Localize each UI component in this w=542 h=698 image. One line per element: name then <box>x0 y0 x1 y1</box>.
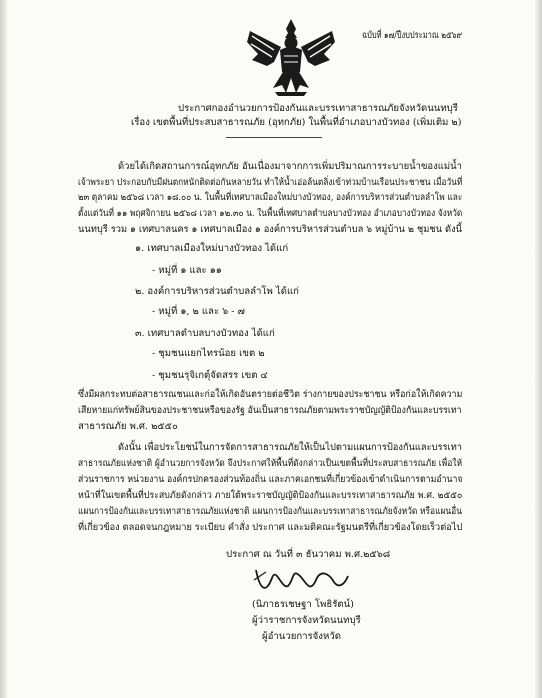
paragraph-1-line: ตั้งแต่วันที่ ๑๑ พฤศจิกายน ๒๕๖๘ เวลา ๑๒.๓๐ น. ในพื้นที่เทศบาลตำบลบางบัวทอง อำเภอบางบัวทอง จังหวัด <box>78 209 463 219</box>
paragraph-2-line: ซึ่งมีผลกระทบต่อสาธารณชนและก่อให้เกิดอันตรายต่อชีวิต ร่างกายของประชาชน หรือก่อให้เกิดความ <box>78 389 463 400</box>
paragraph-3-line: ที่เกี่ยวข้อง ตลอดจนกฎหมาย ระเบียบ คำสั่ง ประกาศ และมติคณะรัฐมนตรีที่เกี่ยวข้องโดยเร็วต่อไป <box>78 522 463 533</box>
affected-area-item: - ชุมชนรุจิเกตุ์จัดสรร เขต ๔ <box>152 370 268 381</box>
paragraph-3-line: แผนการป้องกันและบรรเทาสาธารณภัยแห่งชาติ แผนการป้องกันและบรรเทาสาธารณภัยจังหวัด หรือแผนอื่น <box>78 506 462 517</box>
paragraph-3-line: สาธารณภัยแห่งชาติ ผู้อำนวยการจังหวัด จึงประกาศให้พื้นที่ดังกล่าวเป็นเขตพื้นที่ประสบสาธารณภัย เพื่อให้ <box>78 459 463 469</box>
garuda-emblem <box>244 16 338 100</box>
signer-title: ผู้อำนวยการจังหวัด <box>262 631 341 642</box>
paragraph-1-line: เจ้าพระยา ประกอบกับมีฝนตกหนักติดต่อกันหลายวัน ทำให้น้ำเอ่อล้นตลิ่งเข้าท่วมบ้านเรือนประชาชน เมื่อวันที่ <box>78 177 463 188</box>
affected-area-item: - หมู่ที่ ๑ และ ๑๑ <box>152 265 222 276</box>
announcement-date: ประกาศ ณ วันที่ ๓ ธันวาคม พ.ศ.๒๕๖๘ <box>226 549 391 560</box>
signature <box>252 560 352 598</box>
scan-edge-right <box>535 0 542 698</box>
paragraph-3-line: ดังนั้น เพื่อประโยชน์ในการจัดการสาธารณภัยให้เป็นไปตามแผนการป้องกันและบรรเทา <box>118 442 462 453</box>
paragraph-3-line: หน้าที่ในเขตพื้นที่ประสบภัยดังกล่าว ภายใต้พระราชบัญญัติป้องกันและบรรเทาสาธารณภัย พ.ศ. ๒๕๕๐ <box>78 490 463 501</box>
title-line-1: ประกาศกองอำนวยการป้องกันและบรรเทาสาธารณภัยจังหวัดนนทบุรี <box>178 103 458 114</box>
signer-name: (นิภาธรเชษฐา โพธิรัตน์) <box>252 599 354 610</box>
affected-area-heading: ๓. เทศบาลตำบลบางบัวทอง ได้แก่ <box>135 328 275 339</box>
paragraph-3-line: ส่วนราชการ หน่วยงาน องค์กรปกครองส่วนท้องถิ่น และภาคเอกชนที่เกี่ยวข้องเข้าดำเนินการตามอำนาจ <box>78 474 463 485</box>
paragraph-2-line: เสียหายแก่ทรัพย์สินของประชาชนหรือของรัฐ อันเป็นสาธารณภัยตามพระราชบัญญัติป้องกันและบรรเทา <box>78 405 462 416</box>
paragraph-1-line: ด้วยได้เกิดสถานการณ์อุทกภัย อันเนื่องมาจากการเพิ่มปริมาณการระบายน้ำของแม่น้ำ <box>118 161 462 172</box>
scan-edge-left <box>0 0 7 698</box>
affected-area-heading: ๒. องค์การบริหารส่วนตำบลลำโพ ได้แก่ <box>135 286 299 297</box>
affected-area-heading: ๑. เทศบาลเมืองใหม่บางบัวทอง ได้แก่ <box>135 243 289 254</box>
paragraph-1-line: นนทบุรี รวม ๑ เทศบาลนคร ๑ เทศบาลเมือง ๑ องค์การบริหารส่วนตำบล ๖ หมู่บ้าน ๒ ชุมชน ดังนี้ <box>78 224 462 235</box>
signer-title: ผู้ว่าราชการจังหวัดนนทบุรี <box>252 615 361 626</box>
affected-area-item: - ชุมชนแยกไทรน้อย เขต ๒ <box>152 348 265 359</box>
title-divider <box>226 137 322 138</box>
paragraph-1-line: ๒๓ ตุลาคม ๒๕๖๘ เวลา ๑๘.๐๐ น. ในพื้นที่เทศบาลเมืองใหม่บางบัวทอง, องค์การบริหารส่วนตำบลลำโพ และ <box>78 192 463 203</box>
document-number: ฉบับที่ ๑๗/ปีงบประมาณ ๒๕๖๙ <box>362 30 462 41</box>
paragraph-2-line: สาธารณภัย พ.ศ. ๒๕๕๐ <box>78 421 178 432</box>
title-line-2: เรื่อง เขตพื้นที่ประสบสาธารณภัย (อุทกภัย) ในพื้นที่อำเภอบางบัวทอง (เพิ่มเติม ๒) <box>131 117 462 128</box>
affected-area-item: - หมู่ที่ ๑, ๒ และ ๖ - ๗ <box>152 306 245 317</box>
